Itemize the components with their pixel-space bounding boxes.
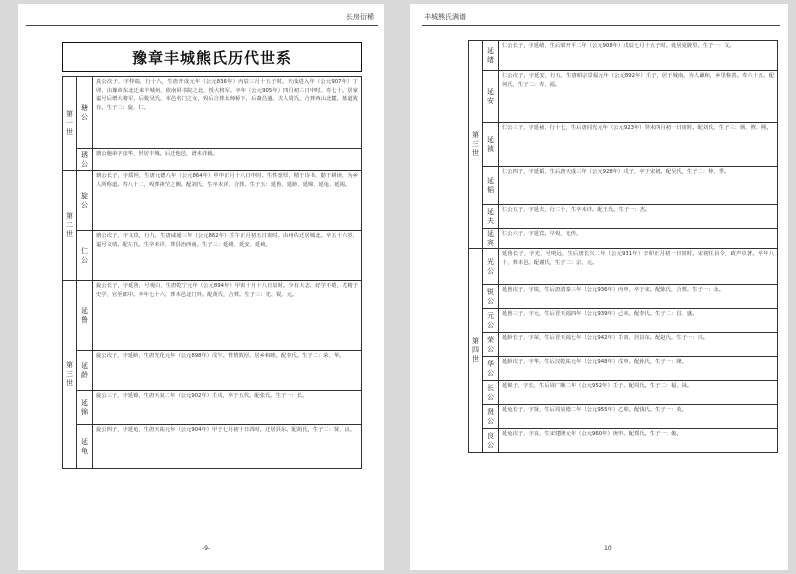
person-name: 荣公 <box>486 335 495 354</box>
person-entry-cell <box>499 71 778 123</box>
right-genealogy-table <box>468 40 778 453</box>
right-page <box>410 4 788 570</box>
person-name-cell <box>483 309 499 333</box>
table-row <box>469 333 778 357</box>
person-name: 锐公 <box>486 287 495 306</box>
right-header-rule <box>422 25 780 26</box>
table-row <box>469 71 778 123</box>
person-name-cell <box>483 41 499 71</box>
person-entry-cell <box>499 285 778 309</box>
person-entry-cell <box>93 77 362 149</box>
person-entry: 瑭公长子，字质坦，生唐元德八年（公元864年）甲申正月十八日申时。生性宽厚，精于诗书，勤于耕读，为乡人所称道。寿八十二，殁葬祖茔之侧。配刘氏，生卒未详，合葬。生子五：延鲁、延龄、延锦、延龟、延锡。 <box>96 173 358 188</box>
person-name: 延龄 <box>80 361 89 380</box>
table-row <box>469 167 778 205</box>
table-row <box>469 41 778 71</box>
person-name-cell <box>483 333 499 357</box>
generation-label: 第二世 <box>65 212 74 239</box>
person-name-cell <box>483 167 499 205</box>
person-entry-cell <box>499 333 778 357</box>
table-row <box>469 381 778 405</box>
table-row <box>63 281 362 351</box>
table-row <box>63 425 362 469</box>
person-name: 延安 <box>486 87 495 106</box>
right-page-number: 10 <box>604 545 612 552</box>
person-name: 延锦 <box>80 398 89 417</box>
generation-label: 第四世 <box>471 337 480 364</box>
person-entry: 旋公四子，字延龟，生唐天祐元年（公元904年）甲子七月初十日酉时。迁居县东。配胡氏，生子二：贤、良。 <box>96 427 356 433</box>
person-name: 光公 <box>486 257 495 276</box>
person-name-cell <box>77 391 93 425</box>
person-name-cell <box>483 381 499 405</box>
person-entry: 瑭公次子，字文玖，行九，生唐咸通三年（公元862年）壬午正月初五日寅时。由州佐迁居城北。卒五十六岁，谥号文靖。配左氏，生卒未详，葬县治西南。生子三：延绪、延安、延祯。 <box>96 233 358 248</box>
person-name: 延鲁 <box>80 306 89 325</box>
table-row <box>469 429 778 453</box>
table-row <box>63 149 362 171</box>
left-genealogy-table <box>62 76 362 469</box>
person-name: 延韬 <box>486 176 495 195</box>
generation-cell <box>469 249 483 453</box>
person-entry: 延鲁次子，字锐，生后唐清泰三年（公元936年）丙申，卒于宋。配陈氏，合葬。生子一：永。 <box>502 287 724 293</box>
person-name-cell <box>77 77 93 149</box>
person-name: 贤公 <box>486 407 495 426</box>
person-entry-cell <box>499 167 778 205</box>
person-name: 延龟 <box>80 437 89 456</box>
person-entry-cell <box>499 309 778 333</box>
person-entry-cell <box>499 429 778 453</box>
person-entry: 仁公四子，字延韬，生后唐天成三年（公元928年）戊子，卒于宋初。配吴氏，生子二：仲、季。 <box>502 169 730 175</box>
table-row <box>469 123 778 167</box>
person-name-cell <box>483 205 499 229</box>
left-running-head: 长房衍稀 <box>346 13 374 21</box>
person-entry: 仁公次子，字延安，行五，生唐昭宗景福元年（公元892年）壬子，居于城南。为人谦和，乡里称善。寿六十五。配何氏，生子二：寿、福。 <box>502 73 774 88</box>
person-name-cell <box>483 429 499 453</box>
person-name: 元公 <box>486 311 495 330</box>
person-entry-cell <box>93 281 362 351</box>
person-entry-cell <box>499 381 778 405</box>
person-entry: 旋公次子，字延龄，生唐光化元年（公元898年）戊午。性情敦厚，居乡和睦。配李氏。生子二：荣、华。 <box>96 353 345 359</box>
person-entry: 真公次子，字仲端，行十八，生唐开成元年（公元836年）丙辰三月十五子时。天成进入年（公元907年）丁卯，由豫章东北迁来丰城州，依南屏书院之北，授大将军。卒年（公元905年）四月初三日申时。寿七十。居家谥号后增大将军，后妣吴氏，本邑名门之女，殁后合葬太师桥下，后裔昌盛。夫人周氏，合葬西山北麓，墓道犹存。生子二：旋、仁。 <box>96 79 358 111</box>
person-entry-cell <box>93 351 362 391</box>
generation-cell <box>469 41 483 249</box>
person-entry: 瑭公胞弟字彦华，世居丰城。后迁他邑，谱未详载。 <box>96 151 218 157</box>
person-entry: 仁公五子，字延夫，行二十，生卒未详。配王氏。生子一：杰。 <box>502 207 651 213</box>
person-name-cell <box>77 231 93 281</box>
generation-cell <box>63 77 77 171</box>
person-name: 瑭公 <box>80 103 89 122</box>
person-name: 延夫 <box>486 207 495 226</box>
person-entry-cell <box>499 357 778 381</box>
person-entry-cell <box>499 205 778 229</box>
generation-cell <box>63 281 77 469</box>
person-entry: 延鲁长子，字光，号明远，生后唐长兴二年（公元931年）辛卯正月初一日寅时。宋初任县令，政声卓著。卒年八十，葬本邑。配谢氏，生子二：宗、元。 <box>502 251 774 266</box>
table-row <box>469 285 778 309</box>
person-name-cell <box>77 281 93 351</box>
person-entry-cell <box>499 249 778 285</box>
person-entry: 仁公长子，字延绪，生后梁开平二年（公元908年）戊辰七月十五子时。徙居夏陂里。生子一：文。 <box>502 43 735 49</box>
person-entry: 延鲁三子，字元，生后晋天福四年（公元939年）己亥。配李氏。生子二：昌、盛。 <box>502 311 698 317</box>
person-entry-cell <box>93 391 362 425</box>
left-page <box>18 4 384 570</box>
person-name-cell <box>483 405 499 429</box>
table-row <box>63 231 362 281</box>
person-entry: 延锦子，字长，生后周广顺二年（公元952年）壬子。配周氏。生子二：福、禄。 <box>502 383 693 389</box>
person-entry: 仁公六子，字延宾。早殁，无传。 <box>502 231 582 237</box>
left-page-number: -9- <box>202 545 211 552</box>
table-row <box>63 77 362 149</box>
right-running-head: 丰城熊氏满谱 <box>424 13 466 21</box>
person-name-cell <box>77 149 93 171</box>
person-entry-cell <box>499 405 778 429</box>
table-row <box>469 405 778 429</box>
table-row <box>469 357 778 381</box>
person-name-cell <box>483 249 499 285</box>
person-entry: 旋公长子，字延鲁，号观白，生唐乾宁元年（公元894年）甲寅十月十八日辰时。少有大志，好学不倦，尤精于史学，官至郎中。卒年七十六，葬本邑北门外。配黄氏，合葬。生子三：光、锐、元。 <box>96 283 358 298</box>
person-entry-cell <box>93 171 362 231</box>
person-name: 琇公 <box>80 150 89 169</box>
person-entry: 仁公三子，字延祯，行十七，生后唐同光元年（公元923年）癸未四月初一日寅时。配刘氏，生子三：炳、煦、熙。 <box>502 125 772 131</box>
person-name: 仁公 <box>80 246 89 265</box>
table-row <box>63 391 362 425</box>
person-name: 延祯 <box>486 135 495 154</box>
person-entry: 延龄长子，字荣，生后晋天福七年（公元942年）壬寅，居县东。配赵氏。生子一：兴。 <box>502 335 709 341</box>
person-name: 延绪 <box>486 46 495 65</box>
person-name: 旋公 <box>80 191 89 210</box>
person-entry-cell <box>93 231 362 281</box>
generation-label: 第三世 <box>471 131 480 158</box>
genealogy-title: 豫章丰城熊氏历代世系 <box>62 42 362 72</box>
person-entry: 延龄次子，字华，生后汉乾祐元年（公元948年）戊申。配孙氏，生子一：隆。 <box>502 359 687 365</box>
generation-label: 第三世 <box>65 361 74 388</box>
person-name-cell <box>483 229 499 249</box>
person-name-cell <box>483 357 499 381</box>
table-row <box>469 309 778 333</box>
person-entry-cell <box>93 149 362 171</box>
person-entry: 延龟次子，字良，生宋建隆元年（公元960年）庚申。配郑氏。生子一：俊。 <box>502 431 682 437</box>
person-entry-cell <box>499 41 778 71</box>
person-entry: 旋公三子，字延锦，生唐天复二年（公元902年）壬戌，卒于五代。配张氏。生子一：长。 <box>96 393 308 399</box>
person-name-cell <box>77 351 93 391</box>
person-name: 良公 <box>486 431 495 450</box>
person-name: 华公 <box>486 359 495 378</box>
person-name-cell <box>77 171 93 231</box>
left-header-rule <box>26 25 378 26</box>
person-name: 长公 <box>486 383 495 402</box>
table-row <box>469 205 778 229</box>
person-entry: 延龟长子，字贤，生后周显德二年（公元955年）乙卯。配钱氏。生子一：英。 <box>502 407 687 413</box>
person-name-cell <box>483 123 499 167</box>
table-row <box>469 229 778 249</box>
table-row <box>469 249 778 285</box>
person-name-cell <box>483 285 499 309</box>
generation-label: 第一世 <box>65 110 74 137</box>
person-name: 延宾 <box>486 229 495 248</box>
table-row <box>63 351 362 391</box>
generation-cell <box>63 171 77 281</box>
person-entry-cell <box>499 123 778 167</box>
person-name-cell <box>77 425 93 469</box>
person-entry-cell <box>93 425 362 469</box>
person-name-cell <box>483 71 499 123</box>
person-entry-cell <box>499 229 778 249</box>
table-row <box>63 171 362 231</box>
